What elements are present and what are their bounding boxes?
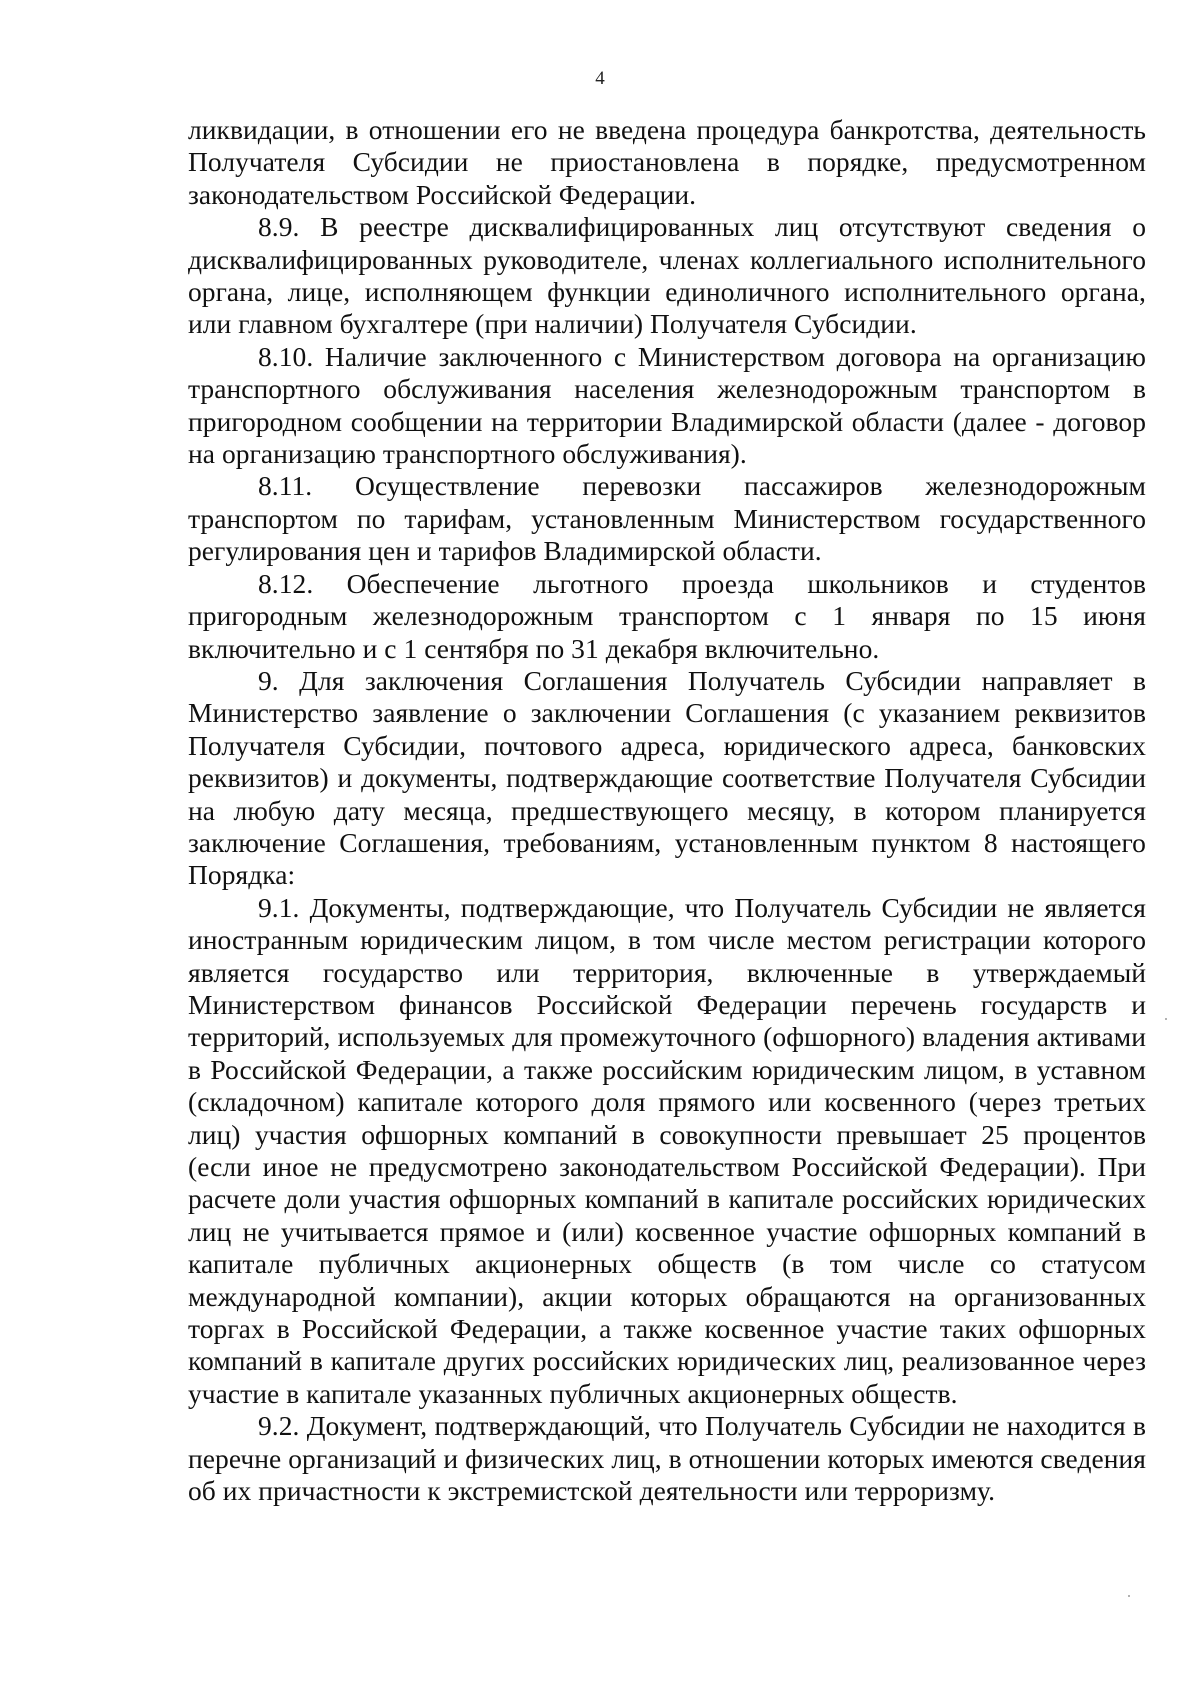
paragraph-9-1: 9.1. Документы, подтверждающие, что Получатель Субсидии не является иностранным юридическим лицом, в том числе местом регистрации которого является государство или территория, включенные в утверждаемый Министерством финансов Российской Федерации перечень государств и территорий, используемых для промежуточного (офшорного) владения активами в Российской Федерации, а также российским юридическим лицом, в уставном (складочном) капитале которого доля прямого или косвенного (через третьих лиц) участия офшорных компаний в совокупности превышает 25 процентов (если иное не предусмотрено законодательством Российской Федерации). При расчете доли участия офшорных компаний в капитале российских юридических лиц не учитывается прямое и (или) косвенное участие офшорных компаний в капитале публичных акционерных обществ (в том числе со статусом международной компании), акции которых обращаются на организованных торгах в Российской Федерации, а также косвенное участие таких офшорных компаний в капитале других российских юридических лиц, реализованное через участие в капитале указанных публичных акционерных обществ. <box>188 891 1146 1409</box>
paragraph-9: 9. Для заключения Соглашения Получатель Субсидии направляет в Министерство заявление о заключении Соглашения (с указанием реквизитов Получателя Субсидии, почтового адреса, юридического адреса, банковских реквизитов) и документы, подтверждающие соответствие Получателя Субсидии на любую дату месяца, предшествующего месяцу, в котором планируется заключение Соглашения, требованиям, установленным пунктом 8 настоящего Порядка: <box>188 664 1146 891</box>
paragraph-8-12: 8.12. Обеспечение льготного проезда школьников и студентов пригородным железнодорожным транспортом с 1 января по 15 июня включительно и с 1 сентября по 31 декабря включительно. <box>188 567 1146 664</box>
paragraph-8-8-continuation: ликвидации, в отношении его не введена процедура банкротства, деятельность Получателя Субсидии не приостановлена в порядке, предусмотренном законодательством Российской Федерации. <box>188 114 1146 210</box>
document-body <box>188 114 1146 1507</box>
scan-speck <box>1128 1595 1130 1597</box>
paragraph-8-9: 8.9. В реестре дисквалифицированных лиц отсутствуют сведения о дисквалифицированных руководителе, членах коллегиального исполнительного органа, лице, исполняющем функции единоличного исполнительного органа, или главном бухгалтере (при наличии) Получателя Субсидии. <box>188 211 1146 340</box>
paragraph-8-11: 8.11. Осуществление перевозки пассажиров железнодорожным транспортом по тарифам, установленным Министерством государственного регулирования цен и тарифов Владимирской области. <box>188 470 1146 567</box>
paragraph-8-10: 8.10. Наличие заключенного с Министерством договора на организацию транспортного обслуживания населения железнодорожным транспортом в пригородном сообщении на территории Владимирской области (далее - договор на организацию транспортного обслуживания). <box>188 340 1146 470</box>
paragraph-9-2: 9.2. Документ, подтверждающий, что Получатель Субсидии не находится в перечне организаций и физических лиц, в отношении которых имеются сведения об их причастности к экстремистской деятельности или терроризму. <box>188 1410 1146 1507</box>
scan-speck <box>1165 1018 1167 1020</box>
page-number: 4 <box>595 68 605 89</box>
